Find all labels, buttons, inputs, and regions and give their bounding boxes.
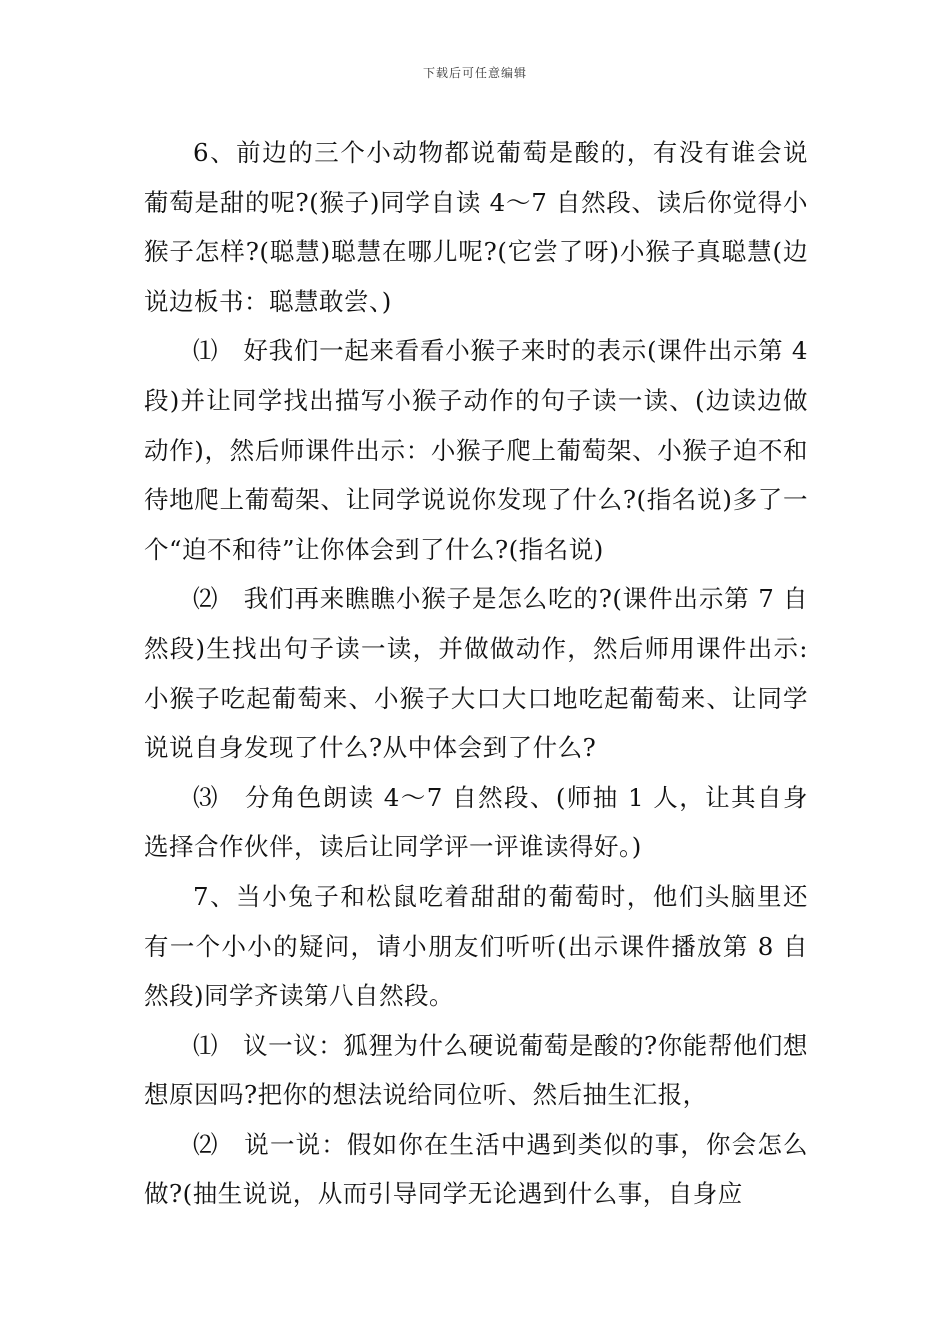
paragraph-7: 7、当小兔子和松鼠吃着甜甜的葡萄时，他们头脑里还有一个小小的疑问，请小朋友们听听(出示课件播放第 8 自然段)同学齐读第八自然段。 [144,881,808,1011]
paragraph-6: 6、前边的三个小动物都说葡萄是酸的，有没有谁会说葡萄是甜的呢?(猴子)同学自读 4～7 自然段、读后你觉得小猴子怎样?(聪慧)聪慧在哪儿呢?(它尝了呀)小猴子真聪慧(边说边板书：聪慧敢尝、) [144,138,808,316]
paragraph-6-3: ⑶ 分角色朗读 4～7 自然段、(师抽 1 人，让其自身选择合作伙伴，读后让同学评一评谁读得好。) [144,782,808,862]
paragraph-7-2: ⑵ 说一说：假如你在生活中遇到类似的事，你会怎么做?(抽生说说，从而引导同学无论遇到什么事，自身应 [144,1129,808,1209]
paragraph-6-1: ⑴ 好我们一起来看看小猴子来时的表示(课件出示第 4 段)并让同学找出描写小猴子动作的句子读一读、(边读边做动作)，然后师课件出示：小猴子爬上葡萄架、小猴子迫不和待地爬上葡萄架、让同学说说你发现了什么?(指名说)多了一个“迫不和待”让你体会到了什么?(指名说) [144,336,808,564]
paragraph-6-2: ⑵ 我们再来瞧瞧小猴子是怎么吃的?(课件出示第 7 自然段)生找出句子读一读，并做做动作，然后师用课件出示:小猴子吃起葡萄来、小猴子大口大口地吃起葡萄来、让同学说说自身发现了什么?从中体会到了什么? [144,584,808,763]
document-body [144,128,808,1219]
paragraph-7-1: ⑴ 议一议：狐狸为什么硬说葡萄是酸的?你能帮他们想想原因吗?把你的想法说给同位听、然后抽生汇报， [144,1030,808,1110]
page-header: 下载后可任意编辑 [422,66,527,80]
